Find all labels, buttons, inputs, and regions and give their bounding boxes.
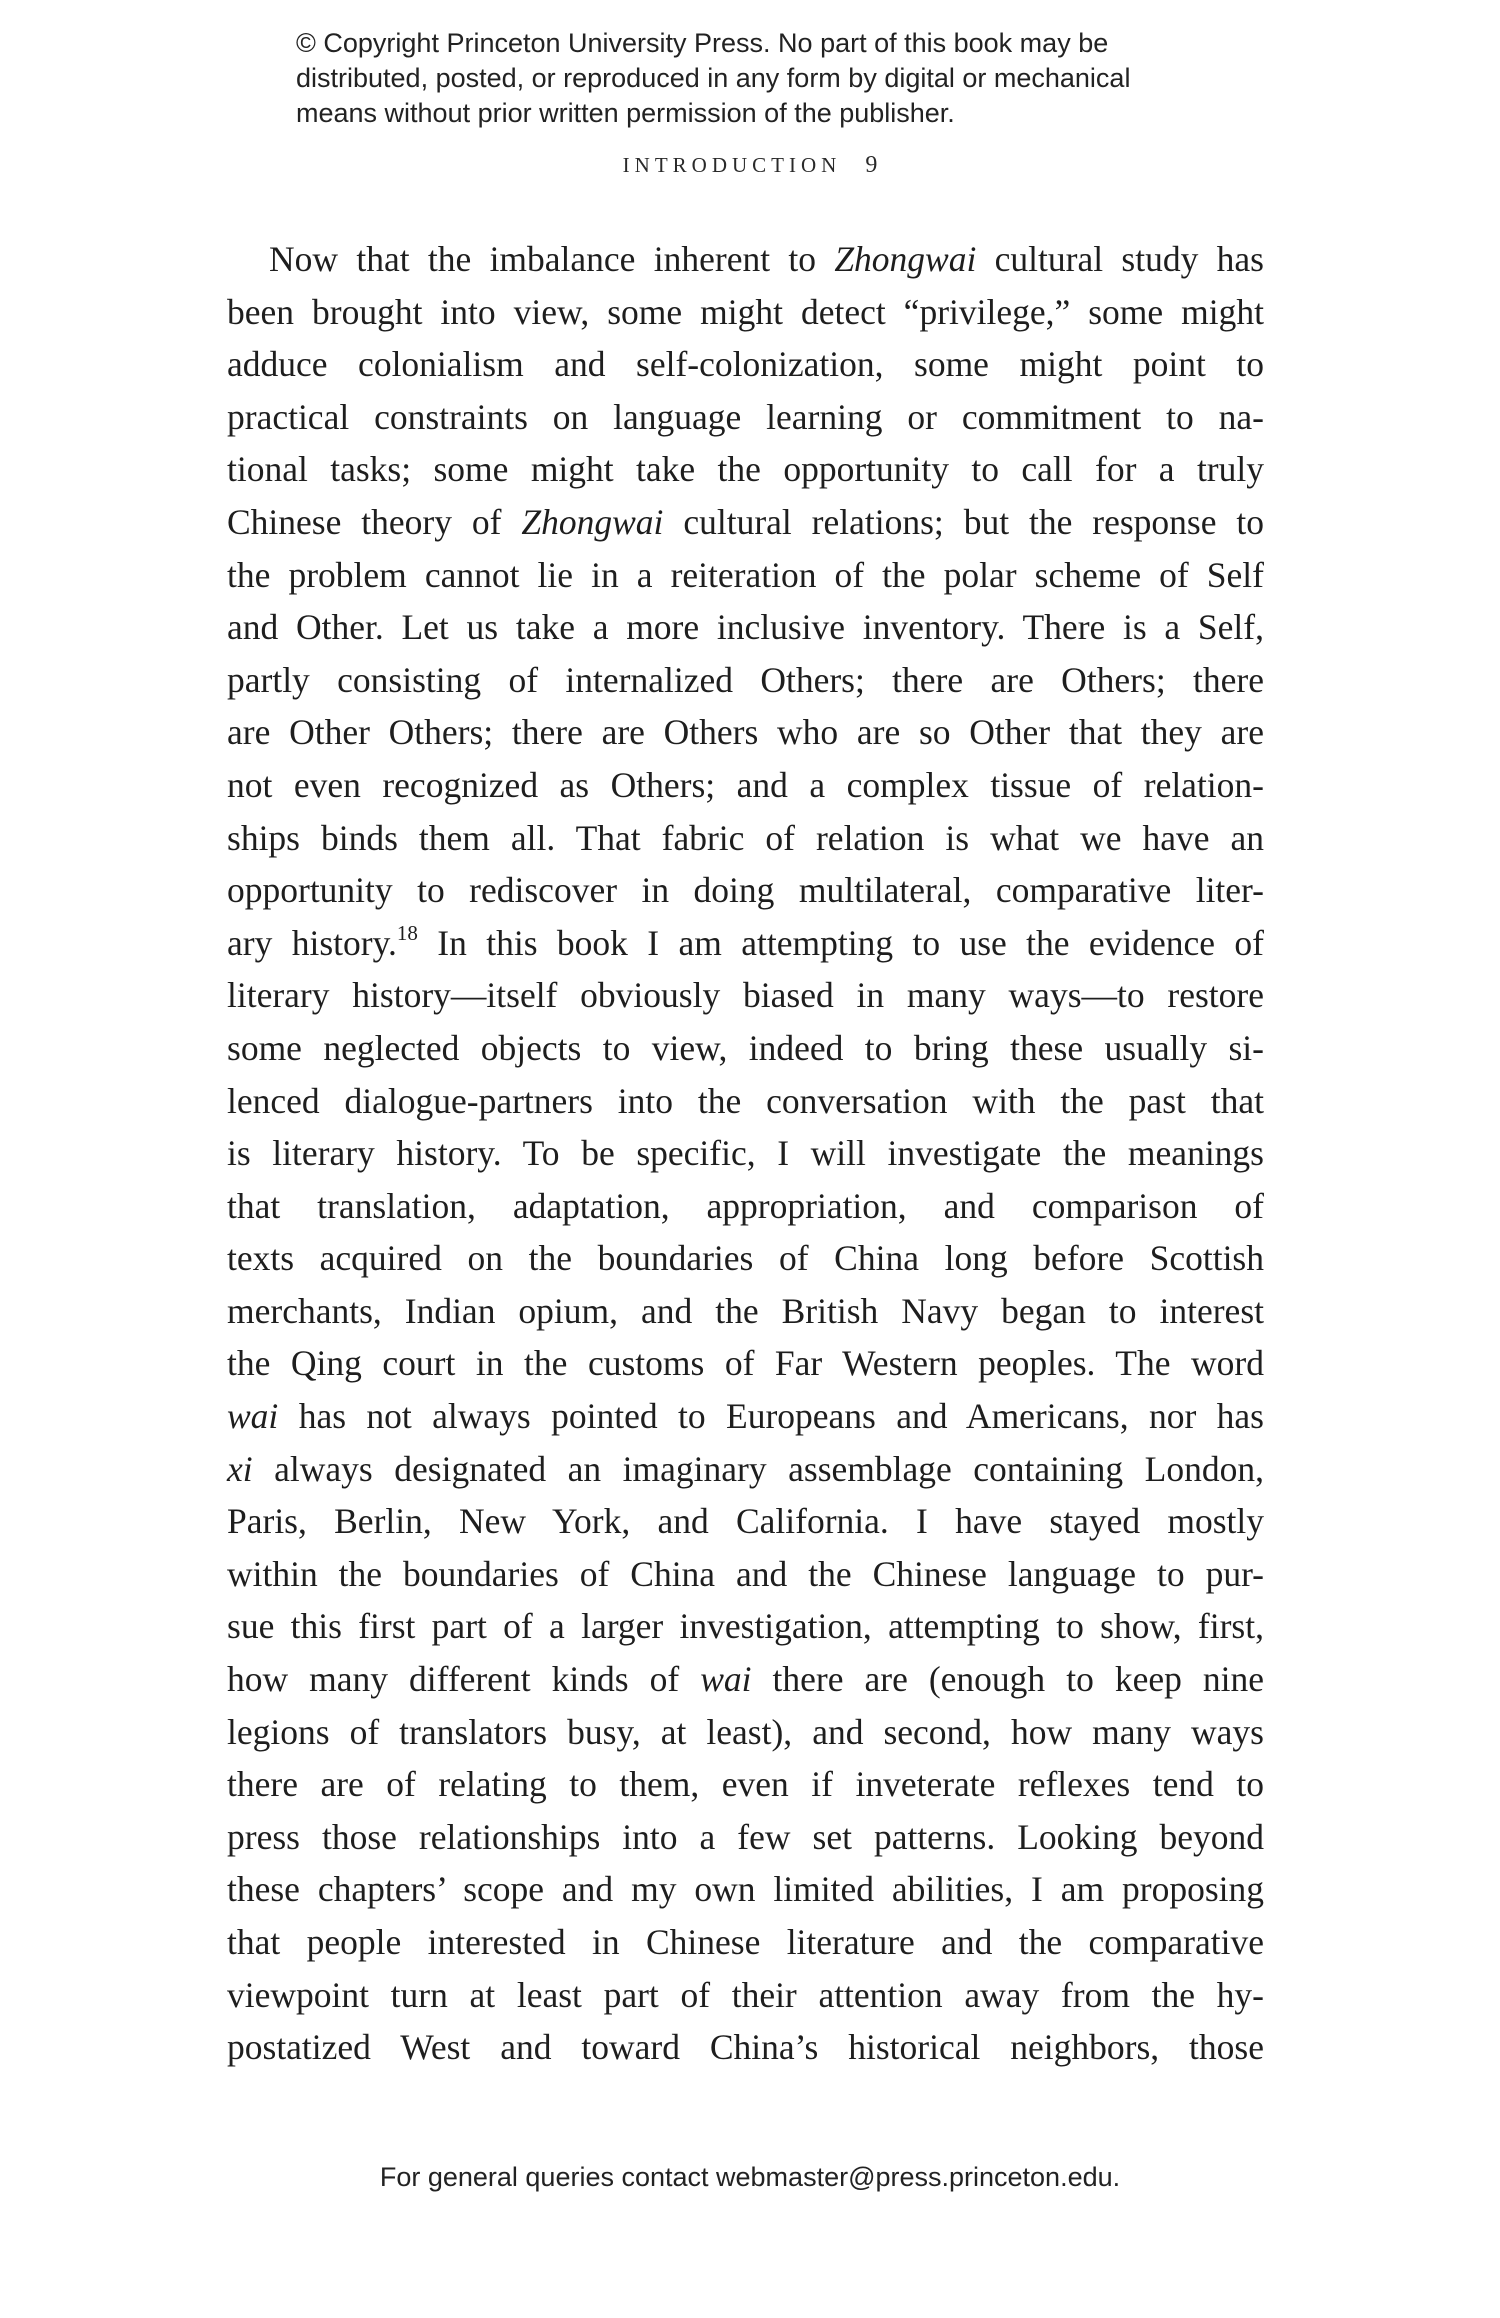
text-line: that people interested in Chinese literature and the comparative	[227, 1922, 1264, 1962]
text-line: these chapters’ scope and my own limited abilities, I am proposing	[227, 1869, 1264, 1910]
body-paragraph	[227, 233, 1264, 2074]
text-line: legions of translators busy, at least), and second, how many ways	[227, 1711, 1264, 1752]
text-line: not even recognized as Others; and a complex tissue of relation-	[227, 764, 1264, 805]
text-line: viewpoint turn at least part of their attention away from the hy-	[227, 1974, 1264, 2015]
italic-term: xi	[227, 1448, 253, 1489]
text-line: partly consisting of internalized Others; there are Others; there	[227, 659, 1264, 700]
text-line: some neglected objects to view, indeed to bring these usually si-	[227, 1027, 1264, 1068]
text-line: is literary history. To be specific, I will investigate the meanings	[227, 1133, 1264, 1174]
text-line: ary history.$^{18}$ In this book I am attempting to use the evidence of	[227, 920, 1265, 963]
text-line: adduce colonialism and self-colonization, some might point to	[227, 344, 1264, 385]
page-number: 9	[865, 152, 878, 178]
footnote-marker: 18	[396, 920, 418, 945]
text-line: within the boundaries of China and the Chinese language to pur-	[227, 1553, 1264, 1594]
text-line: the problem cannot lie in a reiteration of the polar scheme of Self	[227, 554, 1264, 595]
text-line: and Other. Let us take a more inclusive inventory. There is a Self,	[227, 607, 1264, 648]
running-head	[0, 152, 1500, 179]
text-line: Chinese theory of Zhongwai cultural relations; but the response to	[227, 501, 1264, 542]
text-line: practical constraints on language learning or commitment to na-	[227, 396, 1264, 437]
text-line: are Other Others; there are Others who are so Other that they are	[227, 712, 1264, 753]
italic-term: wai	[700, 1659, 752, 1700]
italic-term: Zhongwai	[521, 501, 664, 542]
copyright-line: means without prior written permission of the publisher.	[296, 98, 955, 128]
text-line: literary history—itself obviously biased in many ways—to restore	[227, 975, 1264, 1016]
text-line: Paris, Berlin, New York, and California. I have stayed mostly	[227, 1501, 1264, 1542]
running-head-section: INTRODUCTION	[622, 153, 842, 177]
text-line: there are of relating to them, even if inveterate reflexes tend to	[227, 1764, 1264, 1805]
text-line: press those relationships into a few set patterns. Looking beyond	[227, 1816, 1264, 1857]
text-line: ships binds them all. That fabric of relation is what we have an	[227, 817, 1264, 858]
text-line: postatized West and toward China’s historical neighbors, those	[227, 2027, 1264, 2068]
copyright-notice	[296, 26, 1276, 131]
copyright-line: distributed, posted, or reproduced in any form by digital or mechanical	[296, 63, 1131, 93]
copyright-line: © Copyright Princeton University Press. No part of this book may be	[296, 28, 1109, 58]
text-line: lenced dialogue-partners into the conversation with the past that	[227, 1080, 1264, 1121]
text-line: opportunity to rediscover in doing multilateral, comparative liter-	[227, 870, 1264, 911]
text-line: tional tasks; some might take the opportunity to call for a truly	[227, 449, 1264, 490]
text-line: merchants, Indian opium, and the British Navy began to interest	[227, 1290, 1264, 1331]
text-line: xi always designated an imaginary assemblage containing London,	[227, 1448, 1264, 1489]
text-line: texts acquired on the boundaries of China long before Scottish	[227, 1238, 1264, 1279]
text-line: how many different kinds of wai there are (enough to keep nine	[227, 1659, 1265, 1700]
text-line: wai has not always pointed to Europeans and Americans, nor has	[227, 1396, 1264, 1437]
footer-contact: For general queries contact webmaster@press.princeton.edu.	[379, 2162, 1121, 2192]
italic-term: Zhongwai	[834, 239, 977, 279]
text-line: that translation, adaptation, appropriation, and comparison of	[227, 1185, 1264, 1226]
text-line: Now that the imbalance inherent to Zhongwai cultural study has	[269, 239, 1264, 279]
text-line: been brought into view, some might detect “privilege,” some might	[227, 291, 1264, 332]
italic-term: wai	[227, 1396, 279, 1437]
text-line: sue this first part of a larger investigation, attempting to show, first,	[227, 1606, 1264, 1647]
text-line: the Qing court in the customs of Far Western peoples. The word	[227, 1343, 1264, 1384]
